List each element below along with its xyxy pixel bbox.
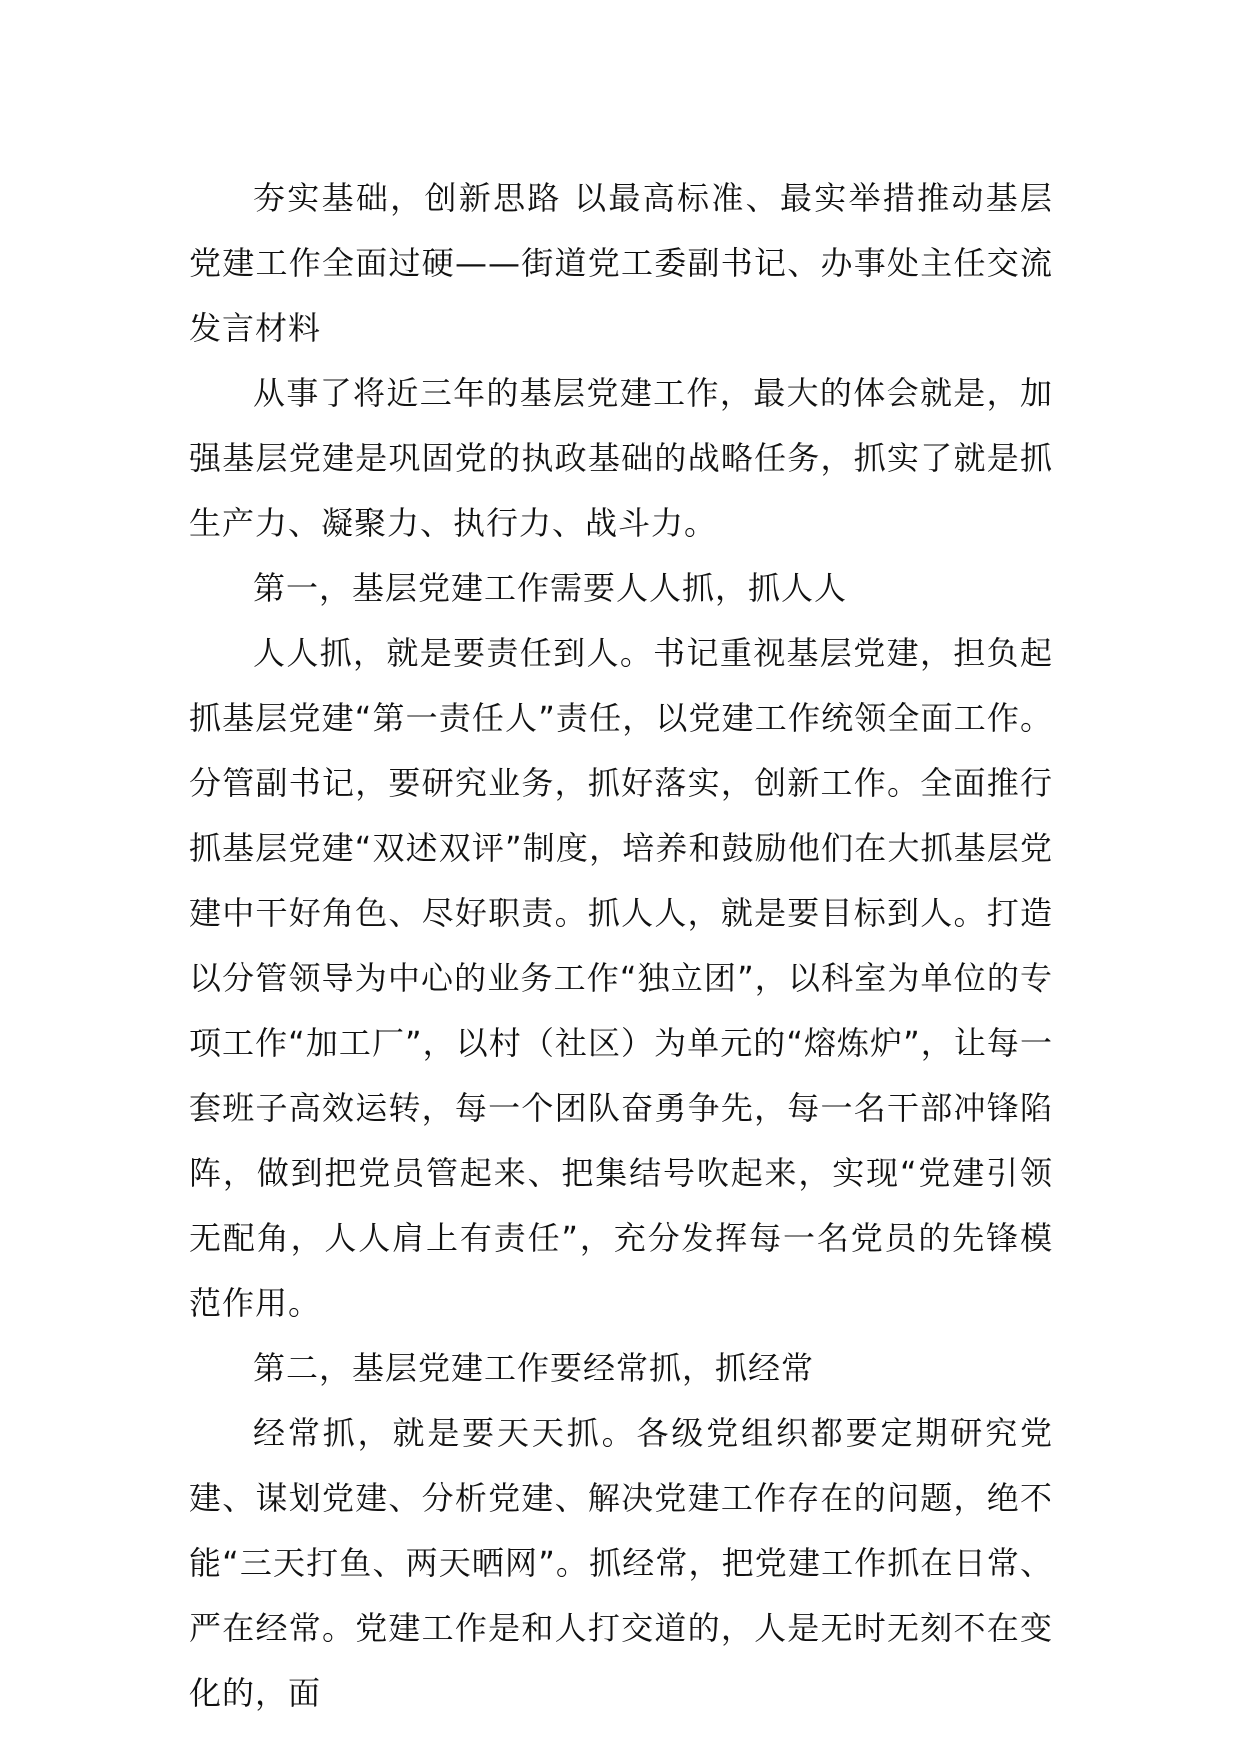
intro-paragraph: 从事了将近三年的基层党建工作，最大的体会就是，加强基层党建是巩固党的执政基础的战略任务，抓实了就是抓生产力、凝聚力、执行力、战斗力。 xyxy=(189,374,1053,542)
document-page xyxy=(189,166,1053,1726)
section-heading-1: 第一，基层党建工作需要人人抓，抓人人 xyxy=(253,569,848,607)
section-2-body-paragraph: 经常抓，就是要天天抓。各级党组织都要定期研究党建、谋划党建、分析党建、解决党建工作存在的问题，绝不能“三天打鱼、两天晒网”。抓经常，把党建工作抓在日常、严在经常。党建工作是和人打交道的，人是无时无刻不在变化的，面 xyxy=(189,1414,1053,1712)
section-1-body-paragraph: 人人抓，就是要责任到人。书记重视基层党建，担负起抓基层党建“第一责任人”责任，以党建工作统领全面工作。分管副书记，要研究业务，抓好落实，创新工作。全面推行抓基层党建“双述双评”制度，培养和鼓励他们在大抓基层党建中干好角色、尽好职责。抓人人，就是要目标到人。打造以分管领导为中心的业务工作“独立团”，以科室为单位的专项工作“加工厂”，以村（社区）为单元的“熔炼炉”，让每一套班子高效运转，每一个团队奋勇争先，每一名干部冲锋陷阵，做到把党员管起来、把集结号吹起来，实现“党建引领无配角，人人肩上有责任”，充分发挥每一名党员的先锋模范作用。 xyxy=(189,634,1053,1322)
section-heading-2: 第二，基层党建工作要经常抓，抓经常 xyxy=(253,1349,815,1387)
document-title-paragraph: 夯实基础，创新思路 以最高标准、最实举措推动基层党建工作全面过硬——街道党工委副书记、办事处主任交流发言材料 xyxy=(189,179,1053,347)
